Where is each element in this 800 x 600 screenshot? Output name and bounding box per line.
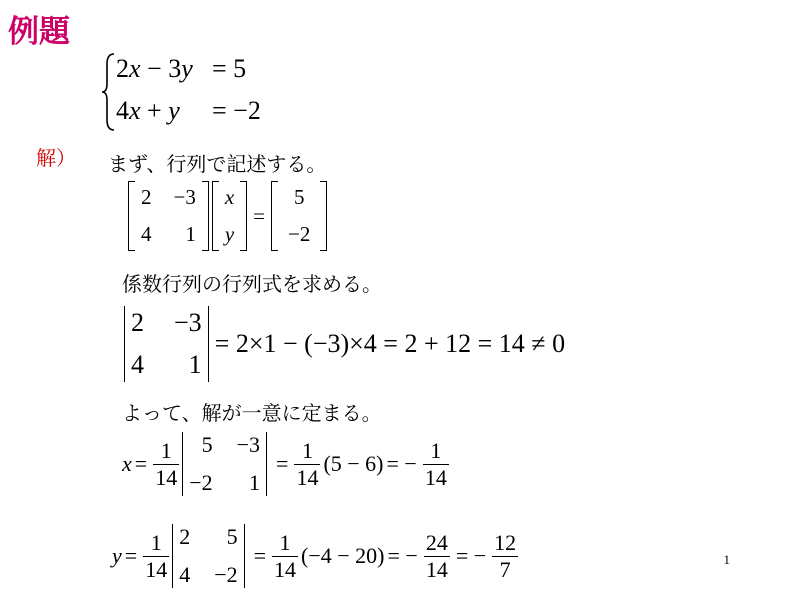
x-var: x [122,451,132,476]
matrix-a21: 4 [141,222,152,246]
step-3-text: よって、解が一意に定まる。 [122,401,382,425]
x-frac-1 [153,439,179,488]
determinant-result: = 2×1 − (−3)×4 = 2 + 12 = 14 ≠ 0 [214,329,566,358]
eq2-var-y: y [168,96,180,125]
eq1-coef-y: − 3 [140,54,182,83]
eq2-var-x: x [129,96,141,125]
y-frac-2-num: 1 [279,530,291,556]
x-paren-expression: (5 − 6) [323,451,384,476]
determinant-matrix [131,306,202,382]
matrix-a11: 2 [141,185,152,209]
vector-b1: 5 [293,185,305,209]
y-eq4: = − [455,543,487,568]
vector-x: x [224,185,235,209]
eq1-var-y: y [181,54,193,83]
x-det-m12: −3 [236,432,261,457]
x-eq2: = [276,451,289,476]
equation-system [100,52,340,132]
y-determinant [179,524,237,588]
x-solution [122,432,452,496]
x-frac-2 [294,439,320,488]
eq2-rhs: = −2 [212,96,261,125]
y-eq1: = [124,543,138,568]
eq2-op: + [140,96,169,125]
coefficient-matrix [128,181,209,251]
y-frac-2-den: 14 [274,556,297,582]
y-frac-4 [492,531,518,580]
x-eq3: = − [386,451,417,476]
left-brace [100,52,116,132]
det-a22: 1 [188,350,202,379]
variable-vector [212,181,247,251]
slide-number: 1 [723,552,730,567]
y-paren-expression: (−4 − 20) [301,543,385,568]
y-det-m21: 4 [179,562,191,587]
y-frac-3-num: 24 [425,530,448,556]
eq1-var-x: x [129,54,141,83]
x-eq1: = [134,451,148,476]
x-det-m21: −2 [189,470,213,495]
y-frac-4-num: 12 [494,530,517,556]
vector-y: y [224,222,235,246]
y-frac-2 [272,531,298,580]
y-frac-3-den: 14 [425,556,448,582]
det-a12: −3 [174,308,202,337]
y-det-m12: 5 [226,524,238,549]
y-frac-1 [143,531,169,580]
x-determinant [189,432,260,496]
x-det-m22: 1 [249,470,261,495]
step-1-text: まず、行列で記述する。 [108,152,327,176]
x-frac-1-den: 14 [155,464,178,490]
x-frac-2-den: 14 [296,464,319,490]
y-eq2: = [253,543,267,568]
det-a11: 2 [131,308,144,337]
equation-1 [116,54,193,84]
x-frac-3-num: 1 [430,438,442,464]
x-frac-1-num: 1 [160,438,172,464]
eq2-coef-x: 4 [116,96,129,125]
y-solution [112,524,521,588]
matrix-a12: −3 [173,185,196,209]
y-det-m22: −2 [214,562,238,587]
matrix-a22: 1 [185,222,196,246]
eq1-rhs: = 5 [212,54,247,83]
determinant-calculation [124,306,565,382]
matrix-equals: = [253,203,266,228]
x-frac-2-num: 1 [301,438,313,464]
step-2-text: 係数行列の行列式を求める。 [122,272,382,296]
y-frac-1-num: 1 [150,530,162,556]
y-frac-4-den: 7 [499,556,511,582]
y-frac-1-den: 14 [145,556,168,582]
eq1-coef-x: 2 [116,54,129,83]
det-a21: 4 [131,350,144,379]
solution-label: 解） [36,146,76,170]
x-frac-3 [423,439,449,488]
matrix-equation [128,181,327,251]
vector-b2: −2 [288,222,311,246]
equation-2 [116,96,180,126]
y-det-m11: 2 [179,524,191,549]
y-var: y [112,543,122,568]
y-eq3: = − [387,543,418,568]
slide-title: 例題 [8,14,70,50]
y-frac-3 [424,531,450,580]
x-frac-3-den: 14 [424,464,447,490]
constant-vector [271,181,327,251]
x-det-m11: 5 [201,432,213,457]
